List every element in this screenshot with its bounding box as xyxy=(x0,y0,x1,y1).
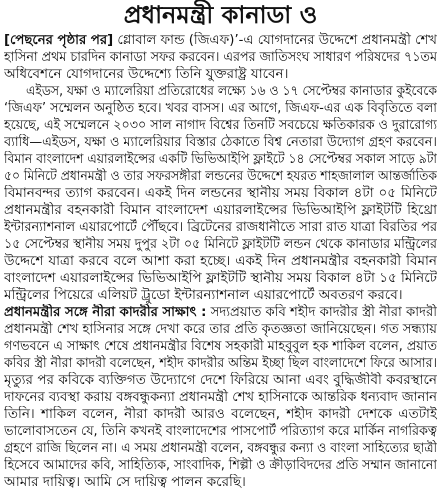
text-line xyxy=(4,236,437,253)
text-line xyxy=(4,83,437,100)
line-text: ব্যাধি—এইডস, যক্ষা ও ম্যালেরিয়ার বিস্তার ঠেকাতে বিশ্ব নেতারা উদ্যোগ গ্রহণ করবেন। xyxy=(4,134,437,150)
line-content xyxy=(4,100,437,117)
line-text: আমার দায়িত্ব। আমি সে দায়িত্ব পালন করেছি। xyxy=(4,474,246,490)
text-line xyxy=(4,253,437,270)
line-text: ভালোবাসতেন যে, তিনি কখনই বাংলাদেশের পাসপোর্ট পরিত্যাগ করে মার্কিন নাগরিকত্ব xyxy=(4,423,437,439)
text-line xyxy=(4,168,437,185)
line-text: বাংলাদেশ এয়ারলাইন্সের ভিভিআইপি ফ্লাইটটি স্থানীয় সময় বিকাল ৪টা ১৫ মিনিটে xyxy=(4,270,437,286)
line-text: বিমান বাংলাদেশ এয়ারলাইন্সের একটি ভিভিআইপি ফ্লাইটে ১৪ সেপ্টেম্বর সকাল সাড়ে ৯টা xyxy=(4,151,437,167)
text-line xyxy=(4,49,437,66)
headline: প্রধানমন্ত্রী কানাডা ও xyxy=(123,1,318,29)
line-text: অধিবেশনে যোগদানের উদ্দেশ্যে তিনি যুক্তরাষ্ট্র যাবেন। xyxy=(4,66,289,82)
line-text: গণভবনে এ সাক্ষাৎ শেষে প্রধানমন্ত্রীর বিশেষ সহকারী মাহবুবুল হক শাকিল বলেন, প্রয়াত xyxy=(4,338,437,354)
line-content xyxy=(4,406,437,423)
section-subheading: প্রধানমন্ত্রীর সঙ্গে নীরা কাদরীর সাক্ষাৎ : xyxy=(4,304,207,320)
line-content xyxy=(4,185,437,202)
line-content xyxy=(4,440,437,457)
line-text: সদ্যপ্রয়াত কবি শহীদ কাদরীর স্ত্রী নীরা কাদরী xyxy=(210,304,437,320)
line-text: বিমানবন্দর ত্যাগ করবেন। একই দিন লন্ডনের স্থানীয় সময় বিকাল ৪টা ০৫ মিনিটে xyxy=(4,185,437,201)
line-content xyxy=(4,49,437,66)
line-content xyxy=(4,168,437,185)
line-text: মন্ট্রিলের পিয়েরে এলিয়ট ট্রুডো ইন্টারন্যাশনাল এয়ারপোর্টে অবতরণ করবে। xyxy=(4,287,403,303)
article-body xyxy=(0,32,441,491)
line-content xyxy=(4,372,437,389)
text-line xyxy=(4,287,437,304)
line-text: তিনি। শাকিল বলেন, নীরা কাদরী আরও বলেছেন, শহীদ কাদরী দেশকে এতটাই xyxy=(4,406,437,422)
line-text: হয়েছে, এই সম্মেলনে ২০৩০ সাল নাগাদ বিশ্বের তিনটি সবচেয়ে ক্ষতিকারক ও দুরারোগ্য xyxy=(4,117,437,133)
text-line xyxy=(4,32,437,49)
text-line xyxy=(4,151,437,168)
text-line xyxy=(4,321,437,338)
line-content xyxy=(4,389,437,406)
line-text: মৃত্যুর পর কবিকে ব্যক্তিগত উদ্যোগে দেশে ফিরিয়ে আনা এবং বুদ্ধিজীবী কবরস্থানে xyxy=(4,372,437,388)
text-line xyxy=(4,474,437,491)
line-text: গ্লোবাল ফান্ড (জিএফ)’-এ যোগদানের উদ্দেশে প্রধানমন্ত্রী শেখ xyxy=(117,32,437,48)
line-content xyxy=(4,304,437,321)
line-content xyxy=(4,117,437,134)
line-content xyxy=(4,134,437,151)
line-text: কবির স্ত্রী নীরা কাদরী বলেছেন, শহীদ কাদরীর অন্তিম ইচ্ছা ছিল বাংলাদেশে ফিরে আসার। xyxy=(4,355,437,371)
line-content xyxy=(4,355,437,372)
line-text: উদ্দেশে যাত্রা করবে বলে আশা করা হচ্ছে। একই দিন প্রধানমন্ত্রীর বহনকারী বিমান xyxy=(4,253,437,269)
text-line xyxy=(4,423,437,440)
text-line xyxy=(4,202,437,219)
paragraph xyxy=(4,304,437,491)
text-line xyxy=(4,117,437,134)
paragraph xyxy=(4,83,437,304)
line-content xyxy=(4,338,437,355)
line-content xyxy=(4,287,403,304)
line-content xyxy=(4,270,437,287)
text-line xyxy=(4,355,437,372)
text-line xyxy=(4,100,437,117)
text-line xyxy=(4,185,437,202)
line-text: ‘জিএফ’ সম্মেলন অনুষ্ঠিত হবে। খবর বাসস। এর আগে, জিএফ-এর এক বিবৃতিতে বলা xyxy=(4,100,437,116)
line-text: প্রধানমন্ত্রীর বহনকারী বিমান বাংলাদেশ এয়ারলাইন্সের ভিভিআইপি ফ্লাইটটি হিথ্রো xyxy=(4,202,437,218)
text-line xyxy=(4,372,437,389)
line-text: হাসিনা প্রথম চারদিন কানাডা সফর করবেন। এরপর জাতিসংঘ সাধারণ পরিষদের ৭১তম xyxy=(4,49,437,65)
line-text: দাফনের ব্যবস্থা করায় বঙ্গবন্ধুকন্যা প্রধানমন্ত্রী শেখ হাসিনাকে আন্তরিক ধন্যবাদ জানান xyxy=(4,389,437,405)
line-content xyxy=(4,202,437,219)
line-content xyxy=(4,151,437,168)
line-text: ইন্টারন্যাশনাল এয়ারপোর্টে পৌঁছবে। ব্রিটেনের রাজধানীতে সারা রাত যাত্রা বিরতির পর xyxy=(4,219,437,235)
text-line xyxy=(4,270,437,287)
text-line xyxy=(4,457,437,474)
line-content xyxy=(4,321,437,338)
text-line xyxy=(4,406,437,423)
text-line xyxy=(4,338,437,355)
line-content xyxy=(4,423,437,440)
line-content xyxy=(4,253,437,270)
line-text: এইডস, যক্ষা ও ম্যালেরিয়া প্রতিরোধের লক্ষ্যে ১৬ ও ১৭ সেপ্টেম্বর কানাডার কুইবেকে xyxy=(26,83,437,99)
line-content xyxy=(4,66,288,83)
line-content xyxy=(4,457,437,474)
line-content xyxy=(26,83,437,100)
line-text: হিসেবে আমাদের কবি, সাহিত্যিক, সাংবাদিক, শিল্পী ও ক্রীড়াবিদদের প্রতি সম্মান জানানো xyxy=(4,457,437,473)
paragraph xyxy=(4,32,437,83)
line-text: গ্রহণে রাজি ছিলেন না। এ সময় প্রধানমন্ত্রী বলেন, বঙ্গবন্ধুর কন্যা ও বাংলা সাহিত্যের ছাত্রী xyxy=(4,440,437,456)
continuation-label: [পেছনের পৃষ্ঠার পর] xyxy=(4,32,114,48)
line-text: ৫০ মিনিটে প্রধানমন্ত্রী ও তার সফরসঙ্গীরা লন্ডনের উদ্দেশে হযরত শাহজালাল আন্তর্জাতিক xyxy=(4,168,437,184)
line-content xyxy=(4,32,437,49)
text-line xyxy=(4,389,437,406)
text-line xyxy=(4,304,437,321)
line-content xyxy=(4,219,437,236)
line-content xyxy=(4,474,246,491)
text-line xyxy=(4,134,437,151)
line-text: ১৫ সেপ্টেম্বর স্থানীয় সময় দুপুর ২টা ০৫ মিনিটে ফ্লাইটটি লন্ডন থেকে কানাডার মন্ট্রিলের xyxy=(4,236,437,252)
text-line xyxy=(4,219,437,236)
line-content xyxy=(4,236,437,253)
line-text: প্রধানমন্ত্রী শেখ হাসিনার সঙ্গে দেখা করে তার প্রতি কৃতজ্ঞতা জানিয়েছেন। গত সন্ধ্যায় xyxy=(4,321,437,337)
text-line xyxy=(4,66,437,83)
text-line xyxy=(4,440,437,457)
